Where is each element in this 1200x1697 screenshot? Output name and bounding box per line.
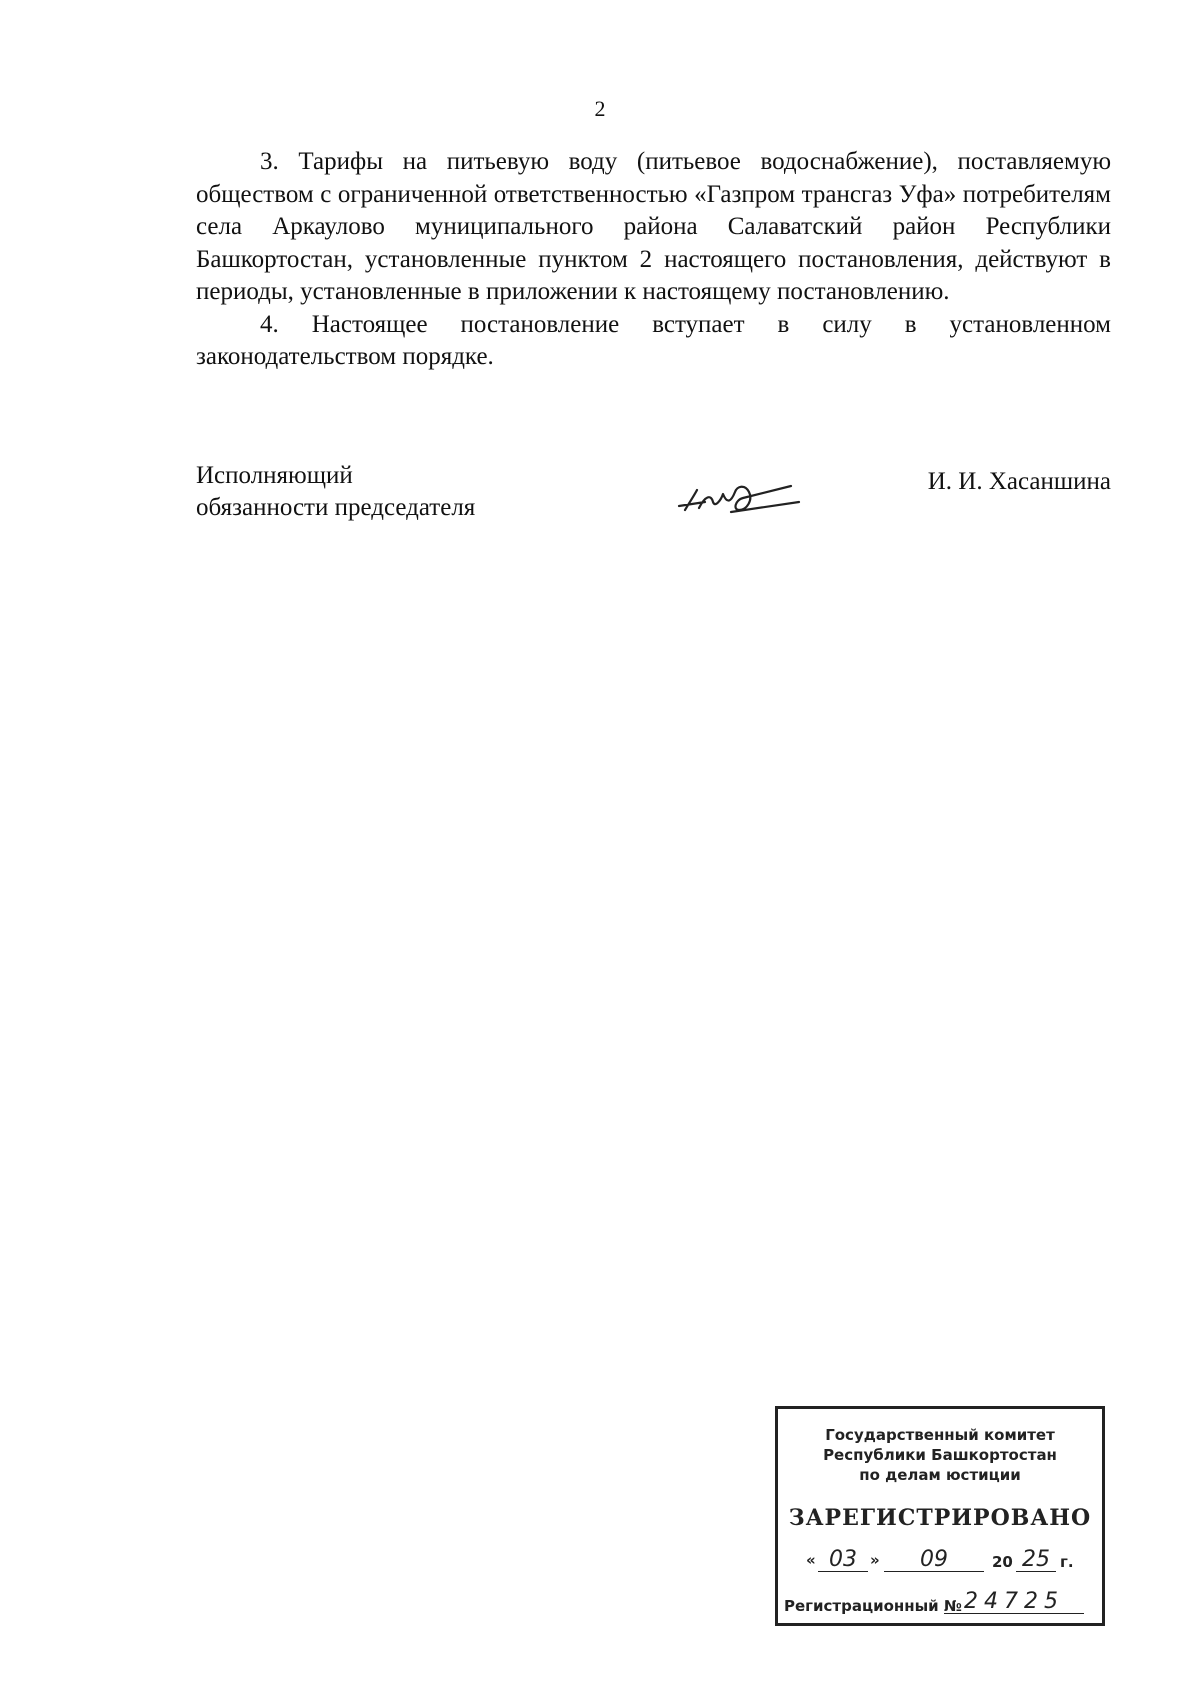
signatory-name: И. И. Хасаншина (927, 468, 1111, 495)
paragraph-4: 4. Настоящее постановление вступает в силу в установленном законодательством порядке. (196, 310, 1111, 370)
date-day: 03 (818, 1549, 868, 1572)
date-century: 20 (992, 1553, 1013, 1571)
date-year: 25 (1016, 1549, 1056, 1572)
paragraph-3: 3. Тарифы на питьевую воду (питьевое водоснабжение), поставляемую обществом с ограниченной ответственностью «Газпром трансгаз Уфа» потребителям села Аркаулово муниципального района Салаватский район Республики Башкортостан, установленные пунктом 2 настоящего постановления, действуют в периоды, установленные в приложении к настоящему постановлению. (196, 148, 1111, 305)
date-open-quote: « (806, 1551, 816, 1569)
page-number: 2 (594, 96, 606, 121)
stamp-organization (778, 1425, 1102, 1485)
signatory-role-line1: Исполняющий (196, 462, 353, 489)
stamp-status: ЗАРЕГИСТРИРОВАНО (788, 1505, 1092, 1531)
date-year-suffix: г. (1060, 1553, 1074, 1571)
document-body (196, 146, 1111, 374)
stamp-registration (784, 1591, 1094, 1619)
date-month: 09 (884, 1549, 984, 1572)
handwritten-signature (671, 472, 801, 522)
registration-label: Регистрационный № (784, 1597, 962, 1615)
registration-stamp (775, 1406, 1105, 1626)
stamp-org-line2: Республики Башкортостан (823, 1446, 1057, 1464)
signature-block (196, 460, 1111, 530)
stamp-org-line1: Государственный комитет (825, 1426, 1055, 1444)
registration-number: 24725 (944, 1591, 1084, 1614)
stamp-org-line3: по делам юстиции (859, 1466, 1021, 1484)
signatory-role-line2: обязанности председателя (196, 494, 476, 521)
date-close-quote: » (870, 1551, 880, 1569)
stamp-date (806, 1549, 1096, 1577)
signatory-role (196, 460, 475, 524)
